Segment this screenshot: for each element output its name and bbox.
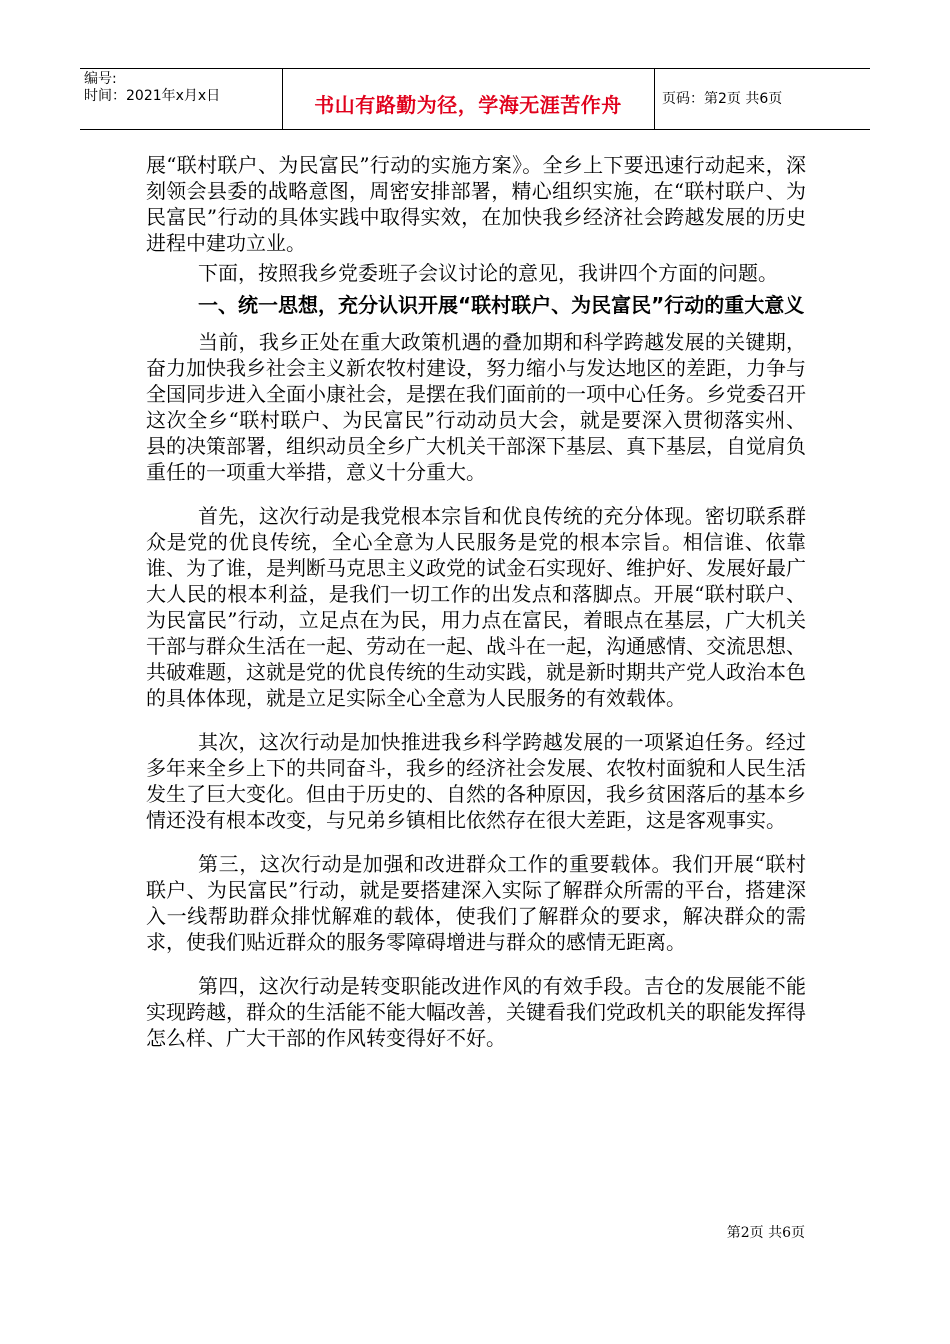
page-header — [80, 68, 870, 130]
paragraph-fourth-point: 第四，这次行动是转变职能改进作风的有效手段。吉仓的发展能不能实现跨越，群众的生活能不能大幅改善，关键看我们党政机关的职能发挥得怎么样、广大干部的作风转变得好不好。 — [146, 974, 806, 1050]
page-footer-number: 第2页 共6页 — [726, 1225, 805, 1241]
paragraph-first-point: 首先，这次行动是我党根本宗旨和优良传统的充分体现。密切联系群众是党的优良传统，全心全意为人民服务是党的根本宗旨。相信谁、依靠谁、为了谁，是判断马克思主义政党的试金石实现好、维护好、发展好最广大人民的根本利益，是我们一切工作的出发点和落脚点。开展“联村联户、为民富民”行动，立足点在为民，用力点在富民，着眼点在基层，广大机关干部与群众生活在一起、劳动在一起、战斗在一起，沟通感情、交流思想、共破难题，这就是党的优良传统的生动实践，就是新时期共产党人政治本色的具体体现，就是立足实际全心全意为人民服务的有效载体。 — [146, 504, 806, 710]
header-meta-cell — [80, 69, 283, 129]
header-page-cell — [654, 69, 870, 129]
header-motto-cell — [282, 69, 655, 129]
header-motto: 书山有路勤为径，学海无涯苦作舟 — [314, 93, 622, 117]
document-body — [146, 152, 806, 1051]
section-heading: 一、统一思想，充分认识开展“联村联户、为民富民”行动的重大意义 — [198, 293, 805, 317]
paragraph-third-point: 第三，这次行动是加强和改进群众工作的重要载体。我们开展“联村联户、为民富民”行动，就是要搭建深入实际了解群众所需的平台，搭建深入一线帮助群众排忧解难的载体，使我们了解群众的要求，解决群众的需求，使我们贴近群众的服务零障碍增进与群众的感情无距离。 — [146, 852, 806, 954]
document-number-label: 编号: — [84, 71, 117, 87]
document-time-label: 时间：2021年x月x日 — [84, 88, 221, 104]
header-page-number: 页码：第2页 共6页 — [662, 91, 783, 107]
paragraph-second-point: 其次，这次行动是加快推进我乡科学跨越发展的一项紧迫任务。经过多年来全乡上下的共同奋斗，我乡的经济社会发展、农牧村面貌和人民生活发生了巨大变化。但由于历史的、自然的各种原因，我乡贫困落后的基本乡情还没有根本改变，与兄弟乡镇相比依然存在很大差距，这是客观事实。 — [146, 730, 806, 832]
paragraph-intro: 下面，按照我乡党委班子会议讨论的意见，我讲四个方面的问题。 — [198, 261, 778, 285]
paragraph-current-situation: 当前，我乡正处在重大政策机遇的叠加期和科学跨越发展的关键期，奋力加快我乡社会主义新农牧村建设，努力缩小与发达地区的差距，力争与全国同步进入全面小康社会，是摆在我们面前的一项中心任务。乡党委召开这次全乡“联村联户、为民富民”行动动员大会，就是要深入贯彻落实州、县的决策部署，组织动员全乡广大机关干部深下基层、真下基层，自觉肩负重任的一项重大举措，意义十分重大。 — [146, 330, 806, 484]
paragraph-continuation: 展“联村联户、为民富民”行动的实施方案》。全乡上下要迅速行动起来，深刻领会县委的战略意图，周密安排部署，精心组织实施，在“联村联户、为民富民”行动的具体实践中取得实效，在加快我乡经济社会跨越发展的历史进程中建功立业。 — [146, 153, 806, 255]
